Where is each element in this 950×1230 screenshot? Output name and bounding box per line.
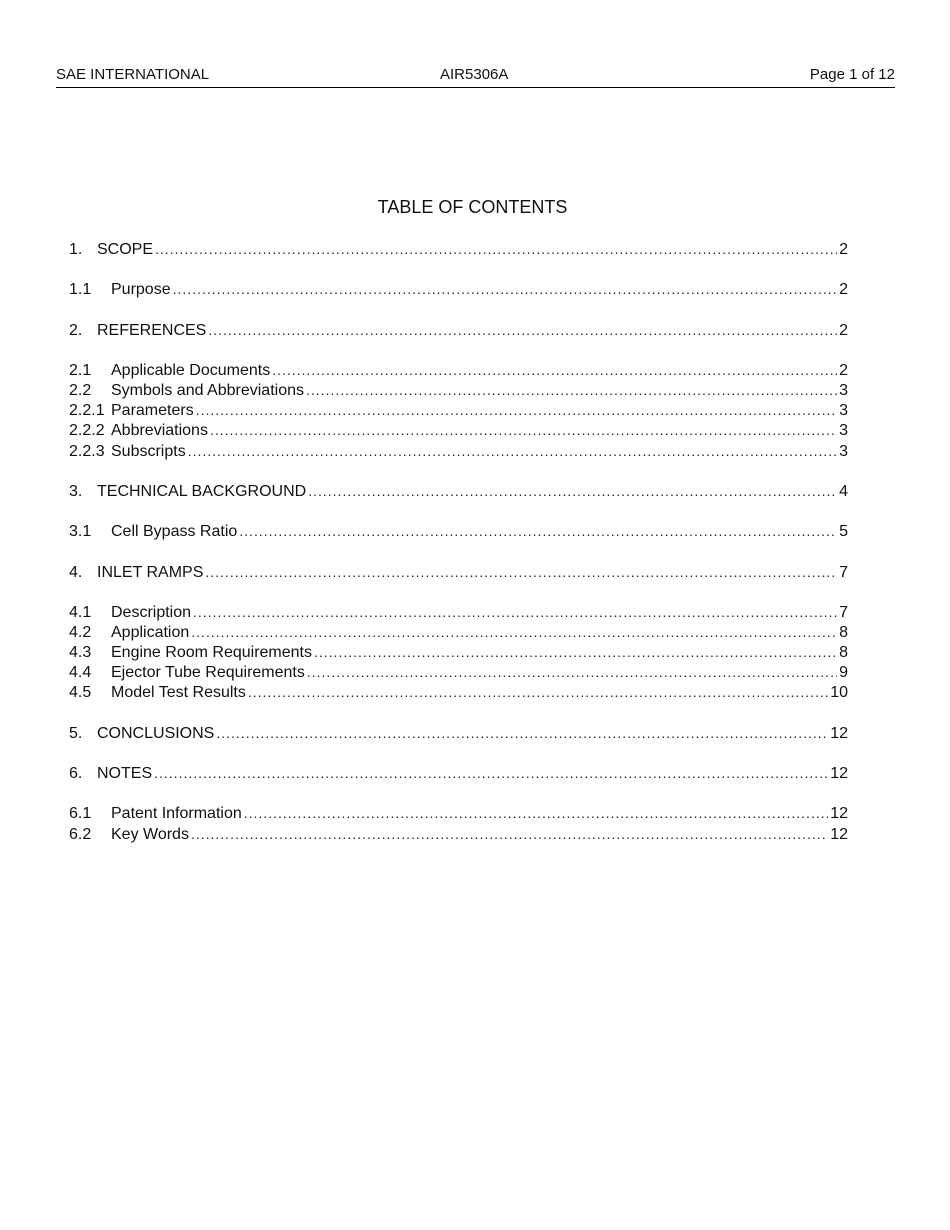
toc-entry-label: Model Test Results <box>111 684 246 701</box>
toc-entry-number: 2.2.3 <box>69 443 105 460</box>
toc-entry-page: 2 <box>839 322 848 339</box>
toc-entry-label: TECHNICAL BACKGROUND <box>97 483 307 500</box>
toc-entry-page: 2 <box>839 241 848 258</box>
toc-entry-page: 10 <box>830 684 848 701</box>
page-header <box>56 66 895 88</box>
toc-entry-label: Applicable Documents <box>111 362 271 379</box>
toc-entry-label: Key Words <box>111 826 189 843</box>
toc-entry-number: 4.1 <box>69 604 92 621</box>
dot-leader <box>155 239 837 259</box>
dot-leader <box>308 481 837 501</box>
toc-entry[interactable] <box>69 481 848 501</box>
toc-entry-number: 4.5 <box>69 684 92 701</box>
toc-entry-page: 4 <box>839 483 848 500</box>
toc-entry-page: 3 <box>839 402 848 419</box>
toc-entry-label: Description <box>111 604 192 621</box>
dot-leader <box>272 360 837 380</box>
toc-entry-number: 2.2 <box>69 382 92 399</box>
dot-leader <box>208 320 837 340</box>
toc-entry-label: Symbols and Abbreviations <box>111 382 304 399</box>
toc-entry[interactable] <box>69 824 848 844</box>
toc-entry-label: SCOPE <box>97 241 154 258</box>
dot-leader <box>188 441 837 461</box>
toc-entry-label: Purpose <box>111 281 171 298</box>
toc-entry[interactable] <box>69 763 848 783</box>
toc-entry-number: 3.1 <box>69 523 92 540</box>
toc-entry-label: INLET RAMPS <box>97 564 204 581</box>
toc-entry-page: 9 <box>839 664 848 681</box>
toc-entry[interactable] <box>69 420 848 440</box>
toc-entry[interactable] <box>69 441 848 461</box>
toc-entry-page: 12 <box>830 725 848 742</box>
toc-entry[interactable] <box>69 803 848 823</box>
toc-entry-page: 12 <box>830 826 848 843</box>
dot-leader <box>239 521 837 541</box>
toc-entry-number: 3. <box>69 483 83 500</box>
toc-entry-page: 7 <box>839 604 848 621</box>
toc-entry[interactable] <box>69 622 848 642</box>
toc-entry-number: 2.1 <box>69 362 92 379</box>
dot-leader <box>205 562 837 582</box>
toc-entry-label: Parameters <box>111 402 194 419</box>
toc-entry-label: Cell Bypass Ratio <box>111 523 238 540</box>
toc-entry-number: 6.1 <box>69 805 92 822</box>
toc-entry-number: 4.2 <box>69 624 92 641</box>
toc-entry-page: 2 <box>839 281 848 298</box>
toc-entry[interactable] <box>69 320 848 340</box>
dot-leader <box>196 400 837 420</box>
toc-entry-label: Abbreviations <box>111 422 208 439</box>
dot-leader <box>191 622 837 642</box>
dot-leader <box>314 642 837 662</box>
toc-entry-page: 5 <box>839 523 848 540</box>
toc-entry[interactable] <box>69 521 848 541</box>
dot-leader <box>154 763 828 783</box>
toc-entry-number: 4.3 <box>69 644 92 661</box>
toc-entry[interactable] <box>69 400 848 420</box>
toc-entry-number: 6.2 <box>69 826 92 843</box>
header-organization: SAE INTERNATIONAL <box>56 66 210 83</box>
dot-leader <box>307 662 837 682</box>
dot-leader <box>191 824 828 844</box>
toc-entry-page: 2 <box>839 362 848 379</box>
toc-entry-page: 8 <box>839 644 848 661</box>
toc-entry-page: 7 <box>839 564 848 581</box>
toc-entry-page: 8 <box>839 624 848 641</box>
toc-entry[interactable] <box>69 662 848 682</box>
dot-leader <box>244 803 828 823</box>
toc-entry-page: 12 <box>830 805 848 822</box>
toc-entry[interactable] <box>69 360 848 380</box>
toc-entry-label: Engine Room Requirements <box>111 644 312 661</box>
toc-entry[interactable] <box>69 723 848 743</box>
toc-entry-number: 2.2.1 <box>69 402 105 419</box>
toc-entry-number: 5. <box>69 725 83 742</box>
toc-entry-number: 2.2.2 <box>69 422 105 439</box>
toc-entry-label: NOTES <box>97 765 153 782</box>
toc-entry-page: 3 <box>839 443 848 460</box>
toc-title: TABLE OF CONTENTS <box>377 197 568 217</box>
toc-entry[interactable] <box>69 279 848 299</box>
toc-entry-label: Application <box>111 624 190 641</box>
header-document-number: AIR5306A <box>440 66 509 83</box>
toc-entry[interactable] <box>69 562 848 582</box>
header-page-number: Page 1 of 12 <box>809 66 895 83</box>
toc-entry-number: 6. <box>69 765 83 782</box>
toc-entry[interactable] <box>69 602 848 622</box>
toc-entry-number: 4. <box>69 564 83 581</box>
toc-entry-page: 3 <box>839 422 848 439</box>
toc-entry-label: REFERENCES <box>97 322 207 339</box>
toc-entry-label: Subscripts <box>111 443 186 460</box>
toc-entry[interactable] <box>69 380 848 400</box>
dot-leader <box>210 420 837 440</box>
toc-entry-label: Ejector Tube Requirements <box>111 664 305 681</box>
toc-entry[interactable] <box>69 682 848 702</box>
toc-entry[interactable] <box>69 239 848 259</box>
dot-leader <box>216 723 828 743</box>
dot-leader <box>306 380 837 400</box>
toc-entry-number: 2. <box>69 322 83 339</box>
toc-entry-label: Patent Information <box>111 805 242 822</box>
toc-entry-number: 4.4 <box>69 664 92 681</box>
dot-leader <box>193 602 837 622</box>
toc-entry[interactable] <box>69 642 848 662</box>
toc-entry-number: 1. <box>69 241 83 258</box>
toc-entry-number: 1.1 <box>69 281 92 298</box>
dot-leader <box>248 682 828 702</box>
toc-entry-label: CONCLUSIONS <box>97 725 215 742</box>
dot-leader <box>173 279 838 299</box>
toc-entry-page: 3 <box>839 382 848 399</box>
toc-entry-page: 12 <box>830 765 848 782</box>
